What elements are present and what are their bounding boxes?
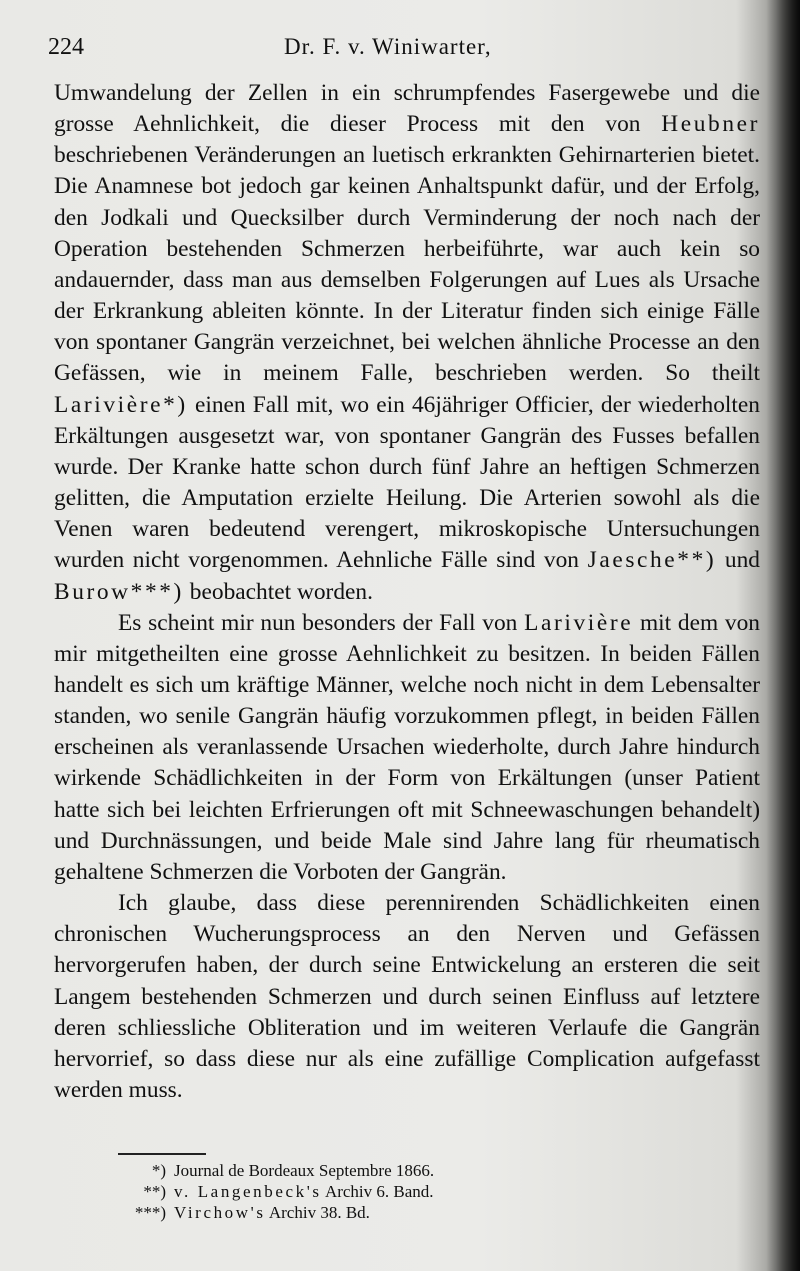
paragraph-1 (54, 78, 760, 608)
paragraph-3: Ich glaube, dass diese perennirenden Schädlichkeiten einen chronischen Wucherungsprocess an den Nerven und Gefässen hervorgerufen haben, der durch seine Entwickelung an ersteren die seit Langem bestehenden Schmerzen und durch seinen Einfluss auf letztere deren schliessliche Obliteration und im weiteren Verlaufe die Gangrän hervorrief, so dass diese nur als eine zufällige Complication aufgefasst werden muss. (54, 890, 760, 1103)
text-segment: einen Fall mit, wo ein 46jähriger Officier, der wiederholten Erkältungen ausgesetzt war, von spontaner Gangrän des Fusses befallen wurde. Der Kranke hatte schon durch fünf Jahre an heftigen Schmerzen gelitten, die Amputation erzielte Heilung. Die Arterien sowohl als die Venen waren bedeutend verengert, mikroskopische Untersuchungen wurden nicht vorgenommen. Aehnliche Fälle sind von (54, 391, 760, 574)
paragraph-2 (54, 608, 760, 888)
text-segment: Umwandelung der Zellen in ein schrumpfendes Fasergewebe und die grosse Aehnlichkeit, die dieser Process mit den von (54, 80, 760, 138)
author-name-lariviere: Larivière (524, 609, 634, 636)
footnote-marker: ***) (134, 1203, 166, 1222)
text-segment: und (716, 547, 760, 574)
page-number: 224 (48, 34, 84, 60)
footnote-author-name: Virchow's (174, 1203, 266, 1222)
running-head: Dr. F. v. Winiwarter, (284, 34, 492, 59)
footnote-3 (118, 1202, 738, 1223)
footnote-text: Archiv 6. Band. (321, 1182, 434, 1201)
author-name-lariviere: Larivière*) (54, 391, 188, 418)
book-spine-shadow (766, 0, 800, 1271)
author-name-burow: Burow***) (54, 578, 184, 605)
footnote-marker: **) (143, 1182, 166, 1201)
footnotes (118, 1160, 738, 1223)
footnote-marker: *) (151, 1161, 166, 1180)
page-header (48, 34, 758, 66)
footnote-author-name: v. Langenbeck's (174, 1182, 322, 1201)
footnote-text: Archiv 38. Bd. (265, 1203, 370, 1222)
author-name-jaesche: Jaesche**) (587, 547, 717, 574)
text-segment: Es scheint mir nun besonders der Fall von (118, 609, 525, 636)
footnote-2 (118, 1181, 738, 1202)
footnote-1 (118, 1160, 738, 1181)
text-segment: beschriebenen Veränderungen an luetisch erkrankten Gehirnarterien bietet. Die Anamnese bot jedoch gar keinen Anhaltspunkt dafür, und der Erfolg, den Jodkali und Quecksilber durch Verminderung der noch nach der Operation bestehenden Schmerzen herbeiführte, war auch kein so andauernder, dass man aus demselben Folgerungen auf Lues als Ursache der Erkrankung ableiten könnte. In der Literatur finden sich einige Fälle von spontaner Gangrän verzeichnet, bei welchen ähnliche Processe an den Gefässen, wie in meinem Falle, beschrieben werden. So theilt (54, 142, 760, 387)
text-segment: mit dem von mir mitgetheilten eine grosse Aehnlichkeit zu besitzen. In beiden Fällen handelt es sich um kräftige Männer, welche noch nicht in dem Lebensalter standen, wo senile Gangrän häufig vorzukommen pflegt, in beiden Fällen erscheinen als veranlassende Ursachen wiederholte, durch Jahre hindurch wirkende Schädlichkeiten in der Form von Erkältungen (unser Patient hatte sich bei leichten Erfrierungen oft mit Schneewaschungen behandelt) und Durchnässungen, und beide Male sind Jahre lang für rheumatisch gehaltene Schmerzen die Vorboten der Gangrän. (54, 609, 761, 885)
text-segment: beobachtet worden. (183, 578, 373, 605)
author-name-heubner: Heubner (661, 111, 760, 138)
main-text (54, 78, 760, 1106)
footnote-rule (118, 1153, 206, 1155)
footnote-text: Journal de Bordeaux Septembre 1866. (174, 1161, 435, 1180)
